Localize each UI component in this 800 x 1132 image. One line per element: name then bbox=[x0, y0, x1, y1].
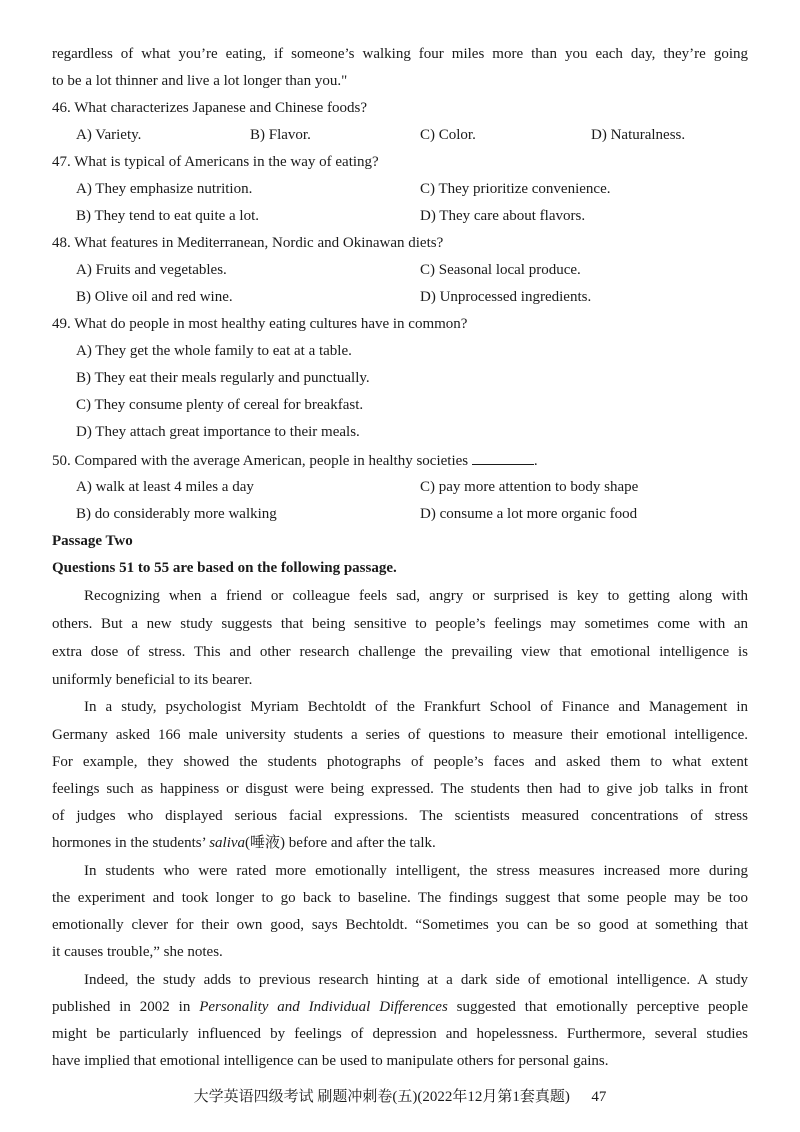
paragraph-line: In a study, psychologist Myriam Bechtoldt of the Frankfurt School of Finance and Management in bbox=[84, 699, 748, 715]
question-50-option-c[interactable]: C) pay more attention to body shape bbox=[420, 479, 639, 495]
question-48-option-b[interactable]: B) Olive oil and red wine. bbox=[76, 289, 233, 305]
intro-line: regardless of what you’re eating, if someone’s walking four miles more than you each day, they’re going bbox=[52, 46, 748, 62]
question-50-stem-end: . bbox=[533, 453, 538, 469]
question-50-option-b[interactable]: B) do considerably more walking bbox=[76, 506, 277, 522]
question-49-stem: 49. What do people in most healthy eating cultures have in common? bbox=[52, 316, 468, 332]
paragraph-line: Indeed, the study adds to previous research hinting at a dark side of emotional intelligence. A study bbox=[84, 972, 748, 988]
question-47-option-d[interactable]: D) They care about flavors. bbox=[420, 208, 586, 224]
answer-blank bbox=[472, 450, 534, 465]
paragraph-line bbox=[52, 997, 748, 1017]
italic-term: saliva bbox=[209, 835, 246, 851]
question-46-option-d[interactable]: D) Naturalness. bbox=[591, 127, 686, 143]
paragraph-line: emotionally clever for their own good, says Bechtoldt. “Sometimes you can be so good at something that bbox=[52, 917, 748, 933]
question-46-option-c[interactable]: C) Color. bbox=[420, 127, 476, 143]
question-48-option-a[interactable]: A) Fruits and vegetables. bbox=[76, 262, 227, 278]
question-49-option-c[interactable]: C) They consume plenty of cereal for breakfast. bbox=[76, 397, 364, 413]
question-47-option-a[interactable]: A) They emphasize nutrition. bbox=[76, 181, 253, 197]
footer-title: 大学英语四级考试 刷题冲刺卷(五)(2022年12月第1套真题) bbox=[193, 1089, 570, 1105]
paragraph-line: feelings such as happiness or disgust were being expressed. The students then had to give job talks in front bbox=[52, 781, 748, 797]
text-span: before and after the talk. bbox=[285, 835, 436, 851]
question-48-stem: 48. What features in Mediterranean, Nordic and Okinawan diets? bbox=[52, 235, 444, 251]
paragraph-line: of judges who displayed serious facial expressions. The scientists measured concentrations of stress bbox=[52, 808, 748, 824]
question-48-option-c[interactable]: C) Seasonal local produce. bbox=[420, 262, 581, 278]
paragraph-line: others. But a new study suggests that being sensitive to people’s feelings may sometimes come with an bbox=[52, 616, 748, 632]
italic-journal-title: Personality and Individual Differences bbox=[199, 999, 448, 1015]
page-number: 47 bbox=[591, 1089, 607, 1105]
text-span: suggested that emotionally perceptive people bbox=[447, 999, 748, 1015]
question-50-stem bbox=[52, 450, 748, 471]
question-48-option-d[interactable]: D) Unprocessed ingredients. bbox=[420, 289, 592, 305]
question-49-option-a[interactable]: A) They get the whole family to eat at a table. bbox=[76, 343, 352, 359]
question-46-stem: 46. What characterizes Japanese and Chinese foods? bbox=[52, 100, 368, 116]
paragraph-line: Recognizing when a friend or colleague feels sad, angry or surprised is key to getting along with bbox=[84, 588, 748, 604]
passage-instruction: Questions 51 to 55 are based on the following passage. bbox=[52, 560, 397, 576]
intro-line: to be a lot thinner and live a lot longer than you." bbox=[52, 73, 348, 89]
paragraph-line: uniformly beneficial to its bearer. bbox=[52, 672, 253, 688]
passage-heading: Passage Two bbox=[52, 533, 133, 549]
paragraph-line: it causes trouble,” she notes. bbox=[52, 944, 223, 960]
paragraph-line: have implied that emotional intelligence can be used to manipulate others for personal gains. bbox=[52, 1053, 609, 1069]
question-46-option-b[interactable]: B) Flavor. bbox=[250, 127, 311, 143]
question-47-option-b[interactable]: B) They tend to eat quite a lot. bbox=[76, 208, 260, 224]
paragraph-line: In students who were rated more emotionally intelligent, the stress measures increased more during bbox=[84, 863, 748, 879]
paragraph-line: extra dose of stress. This and other research challenge the prevailing view that emotional intelligence is bbox=[52, 644, 748, 660]
question-49-option-d[interactable]: D) They attach great importance to their meals. bbox=[76, 424, 360, 440]
page-footer bbox=[0, 1086, 800, 1108]
question-47-option-c[interactable]: C) They prioritize convenience. bbox=[420, 181, 611, 197]
question-50-option-a[interactable]: A) walk at least 4 miles a day bbox=[76, 479, 254, 495]
text-span: hormones in the students’ bbox=[52, 835, 210, 851]
paragraph-line bbox=[52, 833, 748, 853]
question-47-stem: 47. What is typical of Americans in the way of eating? bbox=[52, 154, 379, 170]
paragraph-line: might be particularly influenced by feelings of depression and hopelessness. Furthermore, several studies bbox=[52, 1026, 748, 1042]
question-50-option-d[interactable]: D) consume a lot more organic food bbox=[420, 506, 638, 522]
paragraph-line: Germany asked 166 male university students a series of questions to measure their emotional intelligence. bbox=[52, 727, 748, 743]
question-46-option-a[interactable]: A) Variety. bbox=[76, 127, 142, 143]
question-50-stem-text: 50. Compared with the average American, people in healthy societies bbox=[52, 453, 469, 469]
chinese-gloss: (唾液) bbox=[245, 835, 286, 851]
paragraph-line: For example, they showed the students photographs of people’s faces and asked them to what extent bbox=[52, 754, 748, 770]
text-span: published in 2002 in bbox=[52, 999, 200, 1015]
question-49-option-b[interactable]: B) They eat their meals regularly and punctually. bbox=[76, 370, 370, 386]
paragraph-line: the experiment and took longer to go back to baseline. The findings suggest that some people may be too bbox=[52, 890, 748, 906]
